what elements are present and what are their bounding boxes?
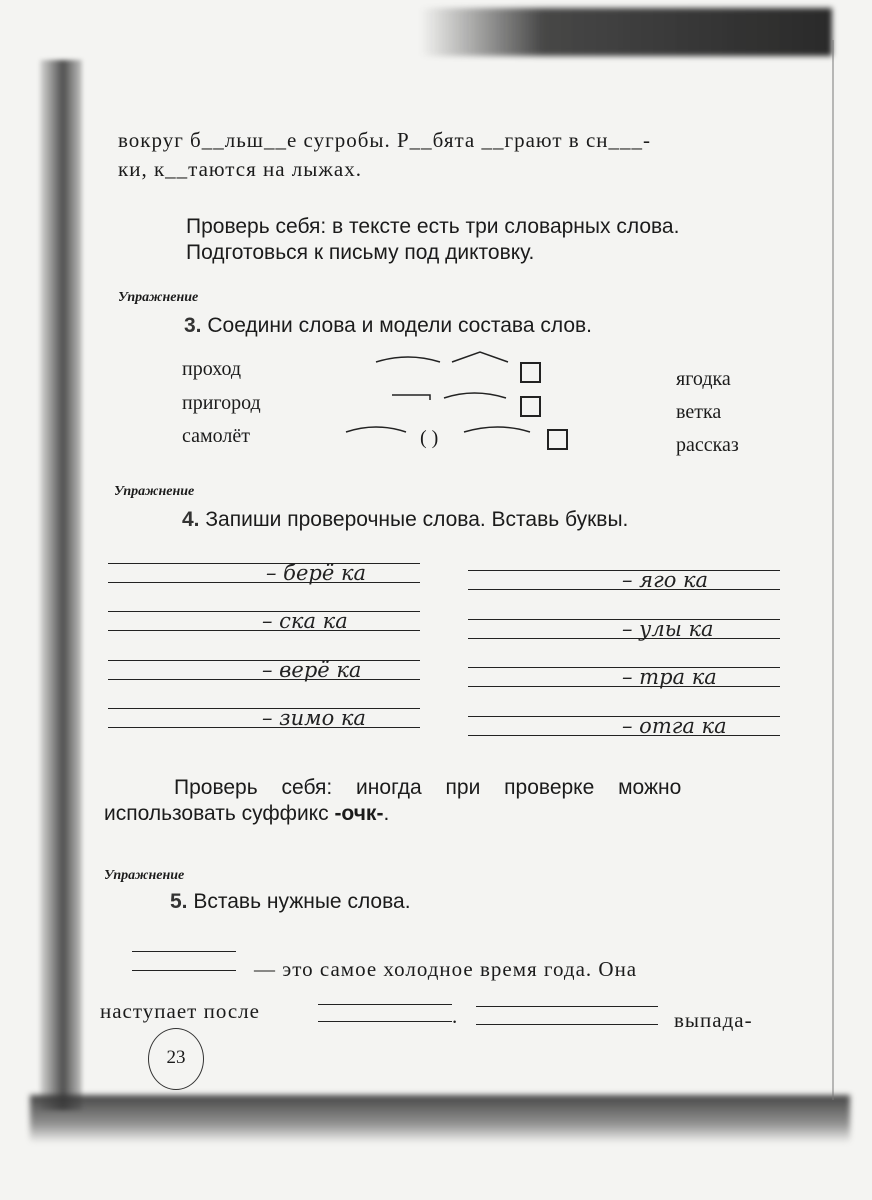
root-mark bbox=[452, 352, 508, 362]
exercise-3-heading bbox=[184, 314, 592, 338]
exercise-title: Запиши проверочные слова. Вставь буквы. bbox=[205, 508, 629, 531]
blank-line bbox=[318, 1021, 452, 1022]
prefix-mark bbox=[376, 357, 440, 362]
exercise-number: 3. bbox=[184, 314, 202, 337]
scan-shadow-bottom bbox=[30, 1095, 850, 1143]
check-note-2-line-1: Проверь себя: иногда при проверке можно bbox=[174, 776, 682, 799]
connecting-vowel-mark: ( ) bbox=[420, 427, 439, 449]
word-right-3: рассказ bbox=[676, 434, 739, 456]
word-to-fill: – тра ка bbox=[622, 665, 717, 689]
prefix-mark bbox=[392, 395, 430, 400]
scan-binding-shadow bbox=[40, 60, 82, 1110]
page-edge bbox=[832, 40, 834, 1100]
exercise-title: Вставь нужные слова. bbox=[193, 890, 411, 913]
word-to-fill: – зимо ка bbox=[262, 706, 366, 730]
suffix-highlight: -очк- bbox=[334, 802, 384, 825]
check-note-2-text: использовать суффикс bbox=[104, 802, 335, 825]
check-note-2-line-2 bbox=[104, 802, 389, 826]
exercise-4-heading bbox=[182, 508, 628, 532]
exercise-title: Соедини слова и модели состава слов. bbox=[207, 314, 593, 337]
ending-box bbox=[547, 429, 568, 450]
blank-line bbox=[476, 1006, 658, 1007]
page-number: 23 bbox=[148, 1028, 204, 1090]
word-to-fill: – верё ка bbox=[262, 658, 362, 682]
check-note-1-line-2: Подготовься к письму под диктовку. bbox=[186, 241, 535, 264]
writing-line bbox=[108, 563, 420, 564]
ex5-text-line-2-start: наступает после bbox=[100, 999, 260, 1023]
exercise-label: Упражнение bbox=[114, 484, 195, 499]
period: . bbox=[452, 1004, 459, 1028]
word-right-2: ветка bbox=[676, 401, 722, 423]
word-to-fill: – улы ка bbox=[622, 617, 714, 641]
exercise-number: 5. bbox=[170, 890, 188, 913]
root-mark bbox=[444, 393, 506, 398]
word-left-1: проход bbox=[182, 358, 242, 380]
word-to-fill: – яго ка bbox=[622, 568, 709, 592]
text-line-1: вокруг б__льш__е сугробы. Р__бята __грают в сн___- bbox=[118, 128, 651, 152]
check-note-2-end: . bbox=[383, 802, 390, 825]
word-to-fill: – ска ка bbox=[262, 609, 348, 633]
ending-box bbox=[520, 396, 541, 417]
ex5-text-line-1: — это самое холодное время года. Она bbox=[254, 957, 638, 981]
exercise-label: Упражнение bbox=[104, 868, 185, 883]
exercise-number: 4. bbox=[182, 508, 200, 531]
exercise-label: Упражнение bbox=[118, 290, 199, 305]
blank-line bbox=[318, 1004, 452, 1005]
word-to-fill: – отга ка bbox=[622, 714, 727, 738]
word-left-3: самолёт bbox=[182, 425, 250, 447]
word-left-2: пригород bbox=[182, 392, 261, 414]
word-right-1: ягодка bbox=[676, 368, 731, 390]
blank-line bbox=[132, 951, 236, 952]
root-mark bbox=[346, 427, 406, 432]
writing-line bbox=[108, 582, 420, 583]
check-note-1-line-1: Проверь себя: в тексте есть три словарных слова. bbox=[186, 215, 680, 238]
morpheme-models bbox=[340, 348, 580, 458]
text-line-2: ки, к__таются на лыжах. bbox=[118, 157, 362, 181]
word-to-fill: – берё ка bbox=[266, 561, 367, 585]
scan-shadow-top bbox=[420, 8, 832, 56]
ending-box bbox=[520, 362, 541, 383]
ex5-text-line-2-end: выпада- bbox=[674, 1008, 753, 1032]
blank-line bbox=[476, 1024, 658, 1025]
exercise-5-heading bbox=[170, 890, 411, 914]
blank-line bbox=[132, 970, 236, 971]
root-mark bbox=[464, 427, 530, 432]
